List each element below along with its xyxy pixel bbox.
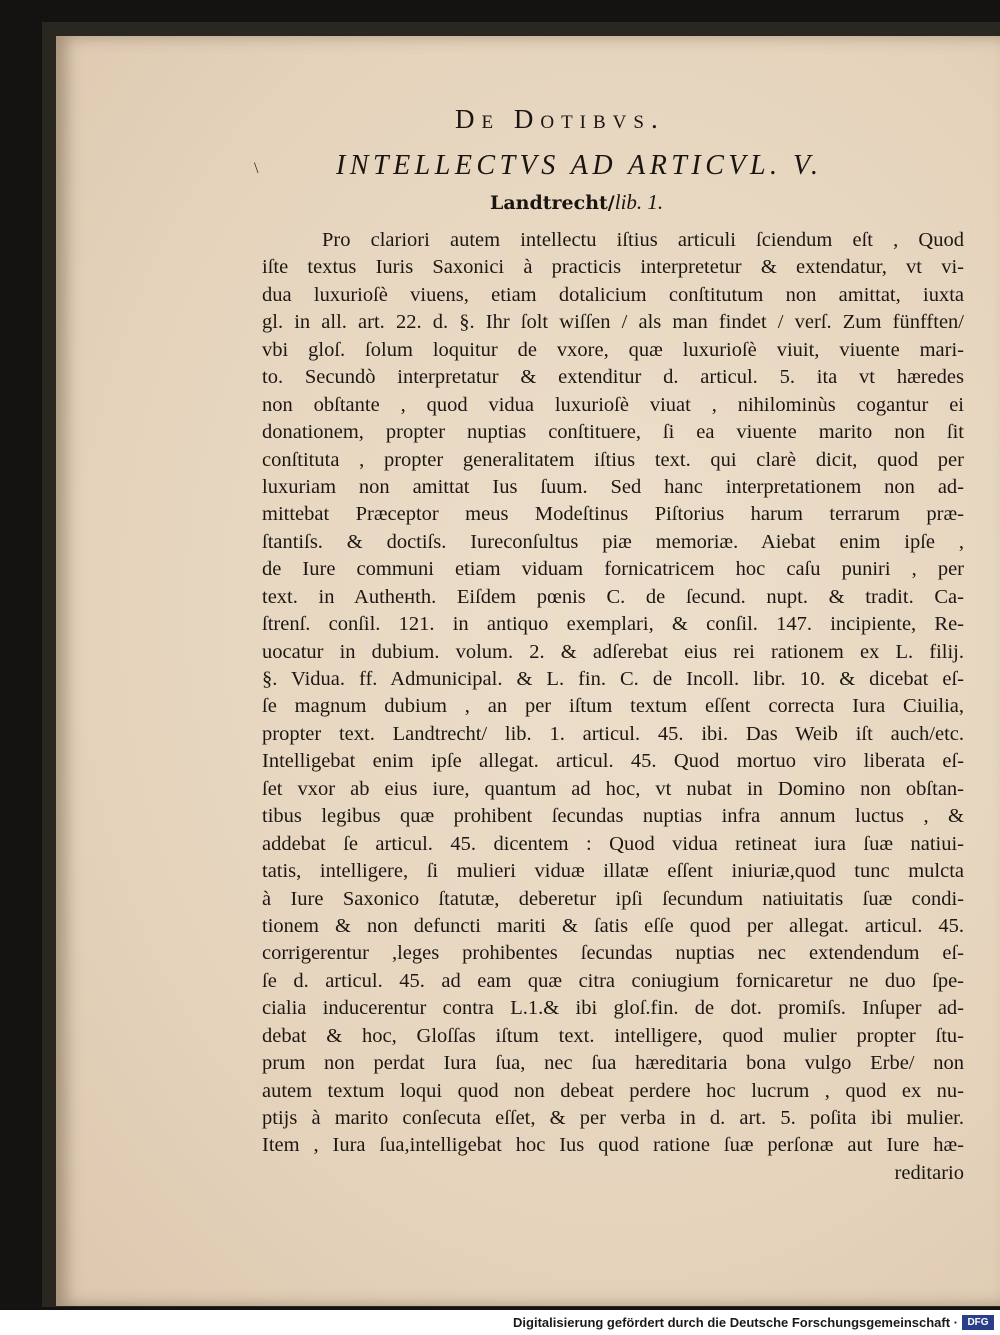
text-line: uocatur in dubium. volum. 2. & adſerebat eius rei rationem ex L. filij. [262, 640, 964, 663]
dfg-logo-icon: DFG [962, 1315, 994, 1330]
text-line: propter text. Landtrecht/ lib. 1. articul. 45. ibi. Das Weib iſt auch/etc. [262, 722, 964, 745]
text-line: ſtrenſ. conſil. 121. in antiquo exemplari, & conſil. 147. incipiente, Re- [262, 613, 964, 636]
text-line: reditario [894, 1161, 964, 1184]
text-line: à Iure Saxonico ſtatutæ, deberetur ipſi ſecundum natiuitatis ſuæ condi- [262, 887, 964, 910]
text-line: de Iure communi etiam viduam fornicatricem hoc caſu puniri , per [262, 558, 964, 581]
text-line: donationem, propter nuptias conſtituere, ſi ea viuente marito non ſit [262, 421, 964, 444]
text-line: debat & hoc, Gloſſas iſtum text. intelligere, quod mulier propter ſtu- [262, 1024, 964, 1047]
text-line: addebat ſe articul. 45. dicentem : Quod vidua retineat iura ſuæ natiui- [262, 832, 964, 855]
subtitle-fraktur: Landtrecht/ [490, 192, 615, 214]
text-line: luxuriam non amittat Ius ſuum. Sed hanc interpretationem non ad- [262, 475, 964, 498]
text-line: cialia inducerentur contra L.1.& ibi gloſ.fin. de dot. promiſs. Inſuper ad- [262, 997, 964, 1020]
text-line: mittebat Præceptor meus Modeſtinus Piſtorius harum terrarum præ- [262, 503, 964, 526]
text-line: to. Secundò interpretatur & extenditur d. articul. 5. ita vt hæredes [262, 366, 964, 389]
section-title: INTELLECTVS AD ARTICVL. V. [336, 150, 823, 181]
text-line: ſet vxor ab eius iure, quantum ad hoc, vt nubat in Domino non obſtan- [262, 777, 964, 800]
margin-mark: \ [254, 160, 259, 177]
text-line: gl. in all. art. 22. d. §. Ihr ſolt wiſſen / als man findet / verſ. Zum fünfften/ [262, 311, 964, 334]
text-line: prum non perdat Iura ſua, nec ſua hæreditaria bona vulgo Erbe/ non [262, 1052, 964, 1075]
text-line: tatis, intelligere, ſi mulieri viduæ illatæ eſſent iniuriæ,quod tunc mulcta [262, 860, 964, 883]
text-line: tionem & non defuncti mariti & ſatis eſſe quod per allegat. articul. 45. [262, 914, 964, 937]
text-line: non obſtante , quod vidua luxurioſè viuat , nihilominùs cogantur ei [262, 393, 964, 416]
text-line: Pro clariori autem intellectu iſtius articuli ſciendum eſt , Quod [322, 229, 964, 251]
text-line: text. in Autheнth. Eiſdem pœnis C. de ſecund. nupt. & tradit. Ca- [262, 585, 964, 608]
text-line: ſe magnum dubium , an per iſtum textum eſſent correcta Iura Ciuilia, [262, 695, 964, 718]
text-line: conſtituta , propter generalitatem iſtius text. qui clarè dicit, quod per [262, 448, 964, 471]
text-line: corrigerentur ,leges prohibentes ſecundas nuptias nec extendendum eſ- [262, 942, 964, 965]
text-line: ptijs à marito conſecuta eſſet, & per verba in d. art. 5. poſita ibi mulier. [262, 1107, 964, 1129]
text-line: §. Vidua. ff. Admunicipal. & L. fin. C. de Incoll. libr. 10. & dicebat eſ- [262, 668, 964, 690]
text-line: dua luxurioſè viuens, etiam dotalicium conſtitutum non amittat, iuxta [262, 283, 964, 306]
text-line: tibus legibus quæ prohibent ſecundas nuptias infra annum luctus , & [262, 805, 964, 828]
running-head: De Dotibvs. [455, 104, 665, 134]
text-line: ſtantiſs. & doctiſs. Iureconſultus piæ memoriæ. Aiebat enim ipſe , [262, 530, 964, 553]
text-line: autem textum loqui quod non debeat perdere hoc lucrum , quod ex nu- [262, 1079, 964, 1102]
text-line: iſte textus Iuris Saxonici à practicis interpretetur & extendatur, vt vi- [262, 256, 964, 279]
text-line: vbi gloſ. ſolum loquitur de vxore, quæ luxurioſè viuit, viuente mari- [262, 338, 964, 361]
subtitle-latin: lib. 1. [614, 190, 664, 214]
funding-notice: Digitalisierung gefördert durch die Deutsche Forschungsgemeinschaft · [513, 1315, 958, 1330]
body-text [262, 227, 964, 1187]
footer-bar [0, 1310, 1000, 1335]
text-line: Intelligebat enim ipſe allegat. articul. 45. Quod mortuo viro liberata eſ- [262, 750, 964, 773]
text-line: Item , Iura ſua,intelligebat hoc Ius quod ratione ſuæ perſonæ aut Iure hæ- [262, 1134, 964, 1157]
text-line: ſe d. articul. 45. ad eam quæ citra coniugium fornicaretur ne duo ſpe- [262, 969, 964, 992]
subtitle [490, 190, 663, 215]
